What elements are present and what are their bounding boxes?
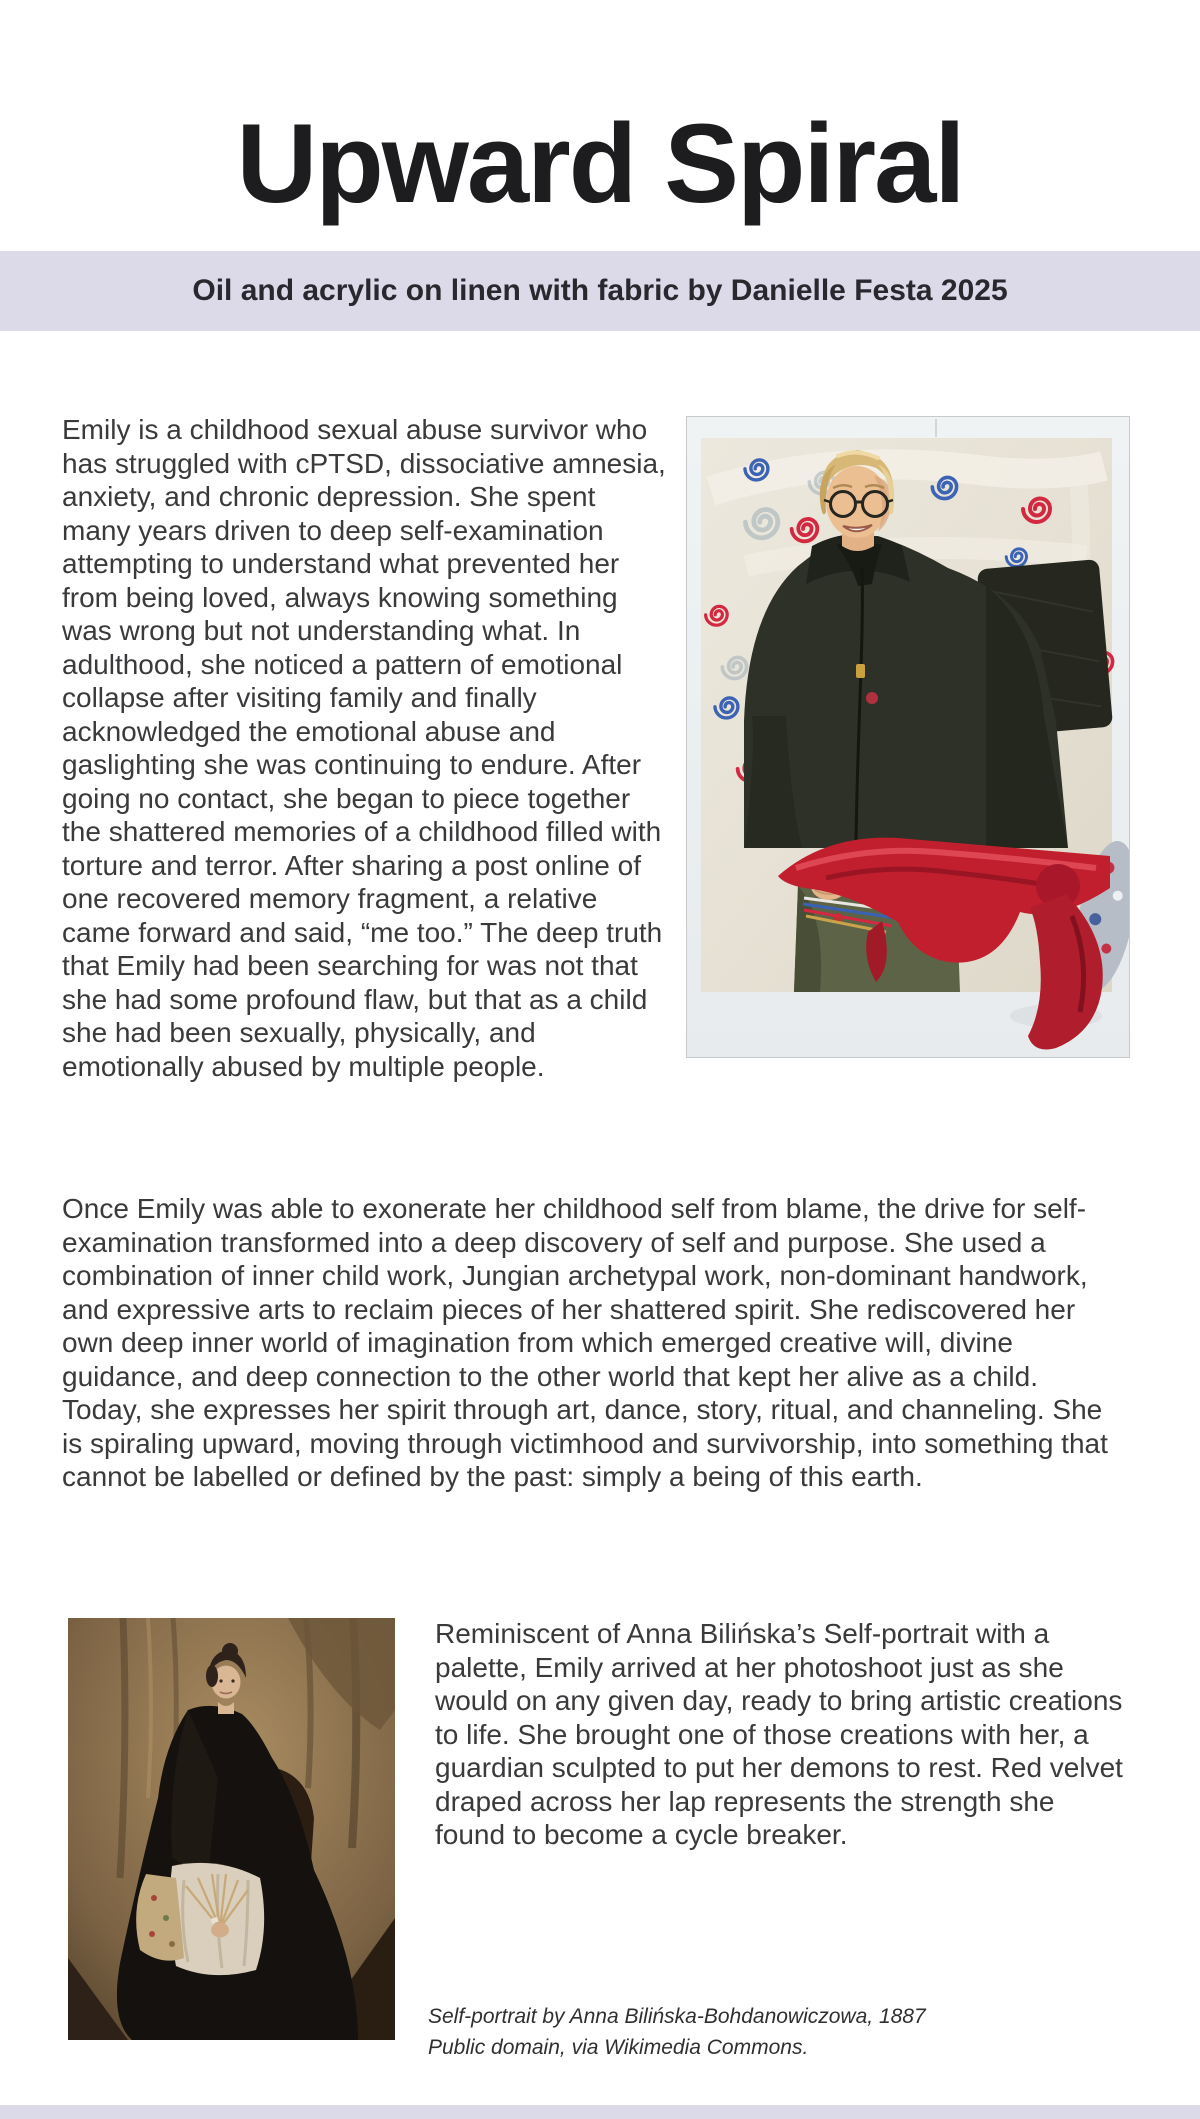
caption-line-1: Self-portrait by Anna Bilińska-Bohdanowiczowa, 1887 <box>428 2005 926 2028</box>
subtitle-band <box>0 251 1200 331</box>
upward-spiral-painting-illustration <box>686 416 1130 1058</box>
footer-accent-bar <box>0 2105 1200 2119</box>
bilinska-self-portrait-image <box>68 1618 395 2040</box>
page-title: Upward Spiral <box>236 101 964 227</box>
intro-paragraph: Emily is a childhood sexual abuse survivor who has struggled with cPTSD, dissociative amnesia, anxiety, and chronic depression. She spent many years driven to deep self-examination attempting to understand what prevented her from being loved, always knowing something was wrong but not understanding what. In adulthood, she noticed a pattern of emotional collapse after visiting family and finally acknowledged the emotional abuse and gaslighting she was continuing to endure. After going no contact, she began to piece together the shattered memories of a childhood filled with torture and terror. After sharing a post online of one recovered memory fragment, a relative came forward and said, “me too.” The deep truth that Emily had been searching for was not that she had some profound flaw, but that as a child she had been sexually, physically, and emotionally abused by multiple people. <box>62 414 666 1082</box>
caption-line-2: Public domain, via Wikimedia Commons. <box>428 2036 809 2059</box>
bilinska-paragraph: Reminiscent of Anna Bilińska’s Self-portrait with a palette, Emily arrived at her photoshoot just as she would on any given day, ready to bring artistic creations to life. She brought one of those creations with her, a guardian sculpted to put her demons to rest. Red velvet draped across her lap represents the strength she found to become a cycle breaker. <box>435 1618 1123 1850</box>
image-caption <box>428 2001 1068 2063</box>
upward-spiral-painting-photo <box>686 416 1130 1058</box>
subtitle-text: Oil and acrylic on linen with fabric by Danielle Festa 2025 <box>192 274 1008 307</box>
bilinska-self-portrait-illustration <box>68 1618 395 2040</box>
middle-paragraph: Once Emily was able to exonerate her childhood self from blame, the drive for self-examination transformed into a deep discovery of self and purpose. She used a combination of inner child work, Jungian archetypal work, non-dominant handwork, and expressive arts to reclaim pieces of her shattered spirit. She rediscovered her own deep inner world of imagination from which emerged creative will, divine guidance, and deep connection to the other world that kept her alive as a child. Today, she expresses her spirit through art, dance, story, ritual, and channeling. She is spiraling upward, moving through victimhood and survivorship, into something that cannot be labelled or defined by the past: simply a being of this earth. <box>62 1193 1108 1492</box>
